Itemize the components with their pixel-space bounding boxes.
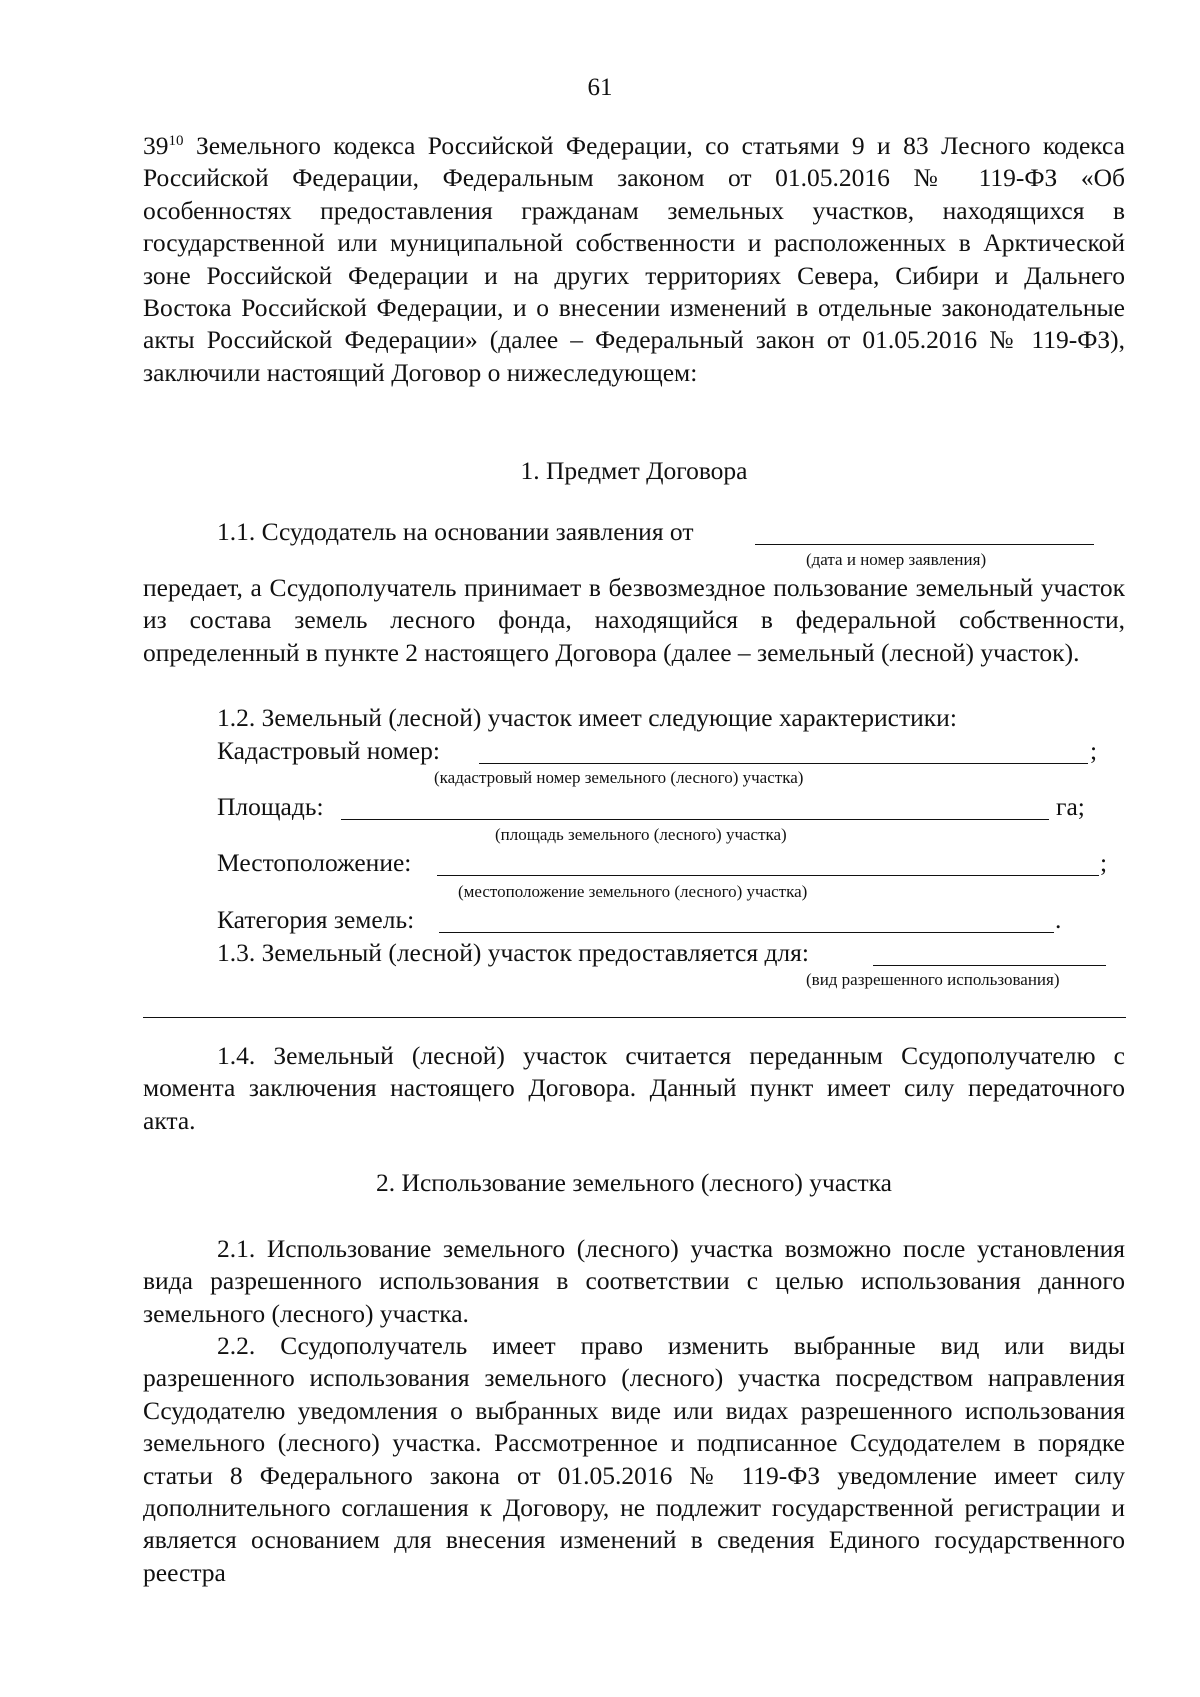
clause-2-2-wrap [143, 1330, 1125, 1589]
location-label: Местоположение: [217, 848, 412, 877]
category-label: Категория земель: [217, 905, 415, 934]
area-field[interactable] [341, 819, 1049, 820]
category-field[interactable] [439, 932, 1054, 933]
clause-1-4: 1.4. Земельный (лесной) участок считается переданным Ссудополучателю с момента заключения настоящего Договора. Данный пункт имеет силу передаточного акта. [143, 1041, 1125, 1135]
section-2-heading-wrap [143, 1167, 1125, 1199]
clause-2-1: 2.1. Использование земельного (лесного) участка возможно после установления вида разрешенного использования в соответствии с целью использования данного земельного (лесного) участка. [143, 1234, 1125, 1328]
section-1-heading: 1. Предмет Договора [520, 456, 748, 485]
intro-block [143, 130, 1125, 389]
location-end: ; [1100, 848, 1108, 877]
permitted-use-field[interactable] [873, 965, 1106, 966]
intro-paragraph [143, 130, 1125, 389]
location-hint: (местоположение земельного (лесного) участка) [458, 882, 808, 901]
location-field[interactable] [437, 875, 1099, 876]
clause-2-1-wrap [143, 1233, 1125, 1330]
location-row [143, 846, 1125, 880]
article-number: 39 [143, 131, 169, 160]
clause-1-3-row [143, 936, 1125, 970]
permitted-use-hint: (вид разрешенного использования) [806, 970, 1060, 989]
cadastral-row [143, 734, 1125, 768]
section-1-heading-wrap [143, 455, 1125, 487]
cadastral-end: ; [1090, 736, 1098, 765]
application-date-hint: (дата и номер заявления) [806, 550, 987, 569]
horizontal-rule [143, 1017, 1126, 1018]
cadastral-hint: (кадастровый номер земельного (лесного) участка) [434, 768, 804, 787]
area-row [143, 790, 1125, 824]
article-superscript: 10 [168, 133, 184, 149]
page-number: 61 [587, 74, 613, 101]
intro-text: Земельного кодекса Российской Федерации, со статьями 9 и 83 Лесного кодекса Российской Федерации, Федеральным законом от 01.05.2016 № 119-ФЗ «Об особенностях предоставления гражданам земельных участков, находящихся в государственной или муниципальной собственности и расположенных в Арктической зоне Российской Федерации и на других территориях Севера, Сибири и Дальнего Востока Российской Федерации, и о внесении изменений в отдельные законодательные акты Российской Федерации» (далее – Федеральный закон от 01.05.2016 № 119-ФЗ), заключили настоящий Договор о нижеследующем: [143, 131, 1125, 387]
section-2-heading: 2. Использование земельного (лесного) участка [376, 1168, 892, 1197]
cadastral-label: Кадастровый номер: [217, 736, 440, 765]
clause-1-3-lead: 1.3. Земельный (лесной) участок предоставляется для: [217, 938, 809, 967]
clause-1-1-body: передает, а Ссудополучатель принимает в безвозмездное пользование земельный участок из состава земель лесного фонда, находящийся в федеральной собственности, определенный в пункте 2 настоящего Договора (далее – земельный (лесной) участок). [143, 573, 1125, 667]
clause-1-1-body-wrap [143, 572, 1125, 669]
cadastral-number-field[interactable] [479, 763, 1088, 764]
clause-1-1-lead-row [143, 515, 1125, 549]
clause-1-2-row [143, 701, 1125, 735]
application-date-field[interactable] [755, 544, 1094, 545]
clause-2-2: 2.2. Ссудополучатель имеет право изменить выбранные вид или виды разрешенного использования земельного (лесного) участка посредством направления Ссудодателю уведомления о выбранных виде или видах разрешенного использования земельного (лесного) участка. Рассмотренное и подписанное Ссудодателем в порядке статьи 8 Федерального закона от 01.05.2016 № 119-ФЗ уведомление имеет силу дополнительного соглашения к Договору, не подлежит государственной регистрации и является основанием для внесения изменений в сведения Единого государственного реестра [143, 1331, 1125, 1587]
area-label: Площадь: [217, 792, 324, 821]
category-end: . [1055, 905, 1062, 934]
area-hint: (площадь земельного (лесного) участка) [495, 825, 787, 844]
clause-1-4-wrap [143, 1040, 1125, 1137]
area-unit: га; [1056, 792, 1085, 821]
clause-1-1-lead: 1.1. Ссудодатель на основании заявления от [217, 517, 694, 546]
clause-1-2-text: 1.2. Земельный (лесной) участок имеет следующие характеристики: [217, 703, 957, 732]
category-row [143, 903, 1125, 937]
